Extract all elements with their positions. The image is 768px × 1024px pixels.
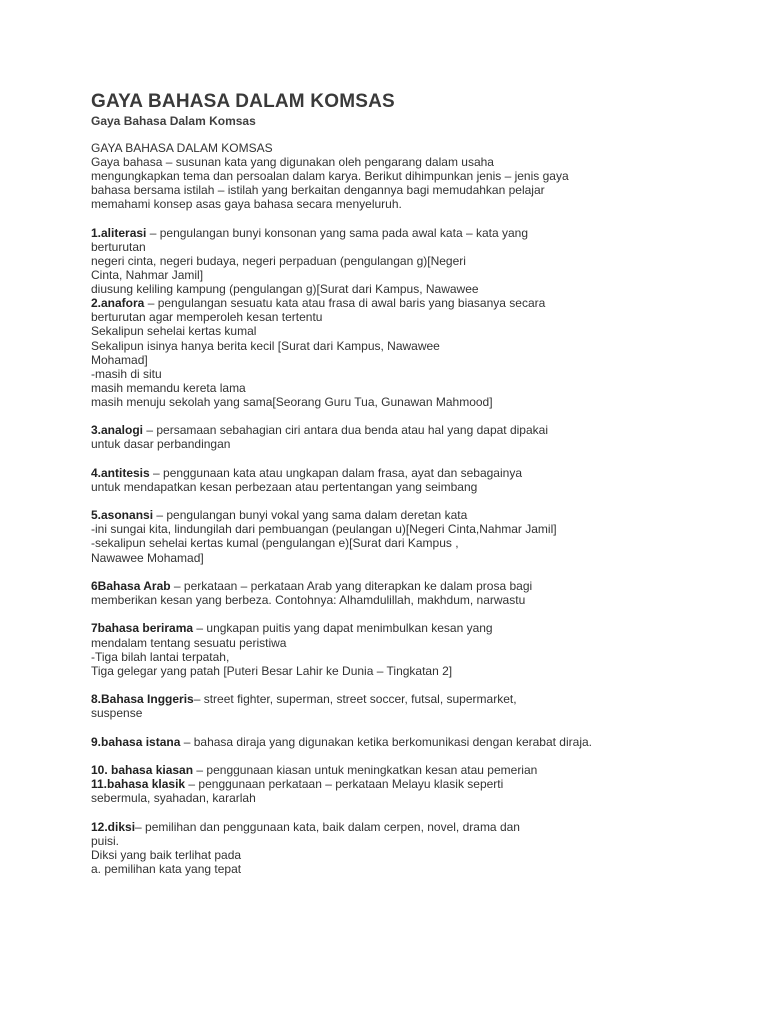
text-line <box>91 183 691 197</box>
text-run: -Tiga bilah lantai terpatah, <box>91 649 230 664</box>
document-subtitle: Gaya Bahasa Dalam Komsas <box>91 114 256 128</box>
text-run: berturutan agar memperoleh kesan tertentu <box>91 310 323 325</box>
text-line <box>91 141 691 155</box>
text-line <box>91 763 691 777</box>
term-label: 1.aliterasi <box>91 225 147 240</box>
text-line <box>91 339 691 353</box>
text-line <box>91 593 691 607</box>
paragraph-gap <box>91 211 691 225</box>
text-run: – bahasa diraja yang digunakan ketika berkomunikasi dengan kerabat diraja. <box>180 734 592 749</box>
text-line <box>91 466 691 480</box>
term-label: 2.anafora <box>91 296 145 311</box>
text-run: – pengulangan bunyi konsonan yang sama pada awal kata – kata yang <box>146 225 528 240</box>
text-line <box>91 862 691 876</box>
text-line <box>91 480 691 494</box>
term-label: 3.analogi <box>91 423 144 438</box>
text-line <box>91 254 691 268</box>
text-run: – street fighter, superman, street soccer, futsal, supermarket, <box>193 692 517 707</box>
text-run: Tiga gelegar yang patah [Puteri Besar Lahir ke Dunia – Tingkatan 2] <box>91 663 453 678</box>
text-run: bahasa bersama istilah – istilah yang berkaitan dengannya bagi memudahkan pelajar <box>91 183 545 198</box>
paragraph-gap <box>91 607 691 621</box>
text-line <box>91 282 691 296</box>
text-run: – penggunaan kata atau ungkapan dalam frasa, ayat dan sebagainya <box>149 465 522 480</box>
text-line <box>91 834 691 848</box>
text-run: sebermula, syahadan, kararlah <box>91 791 256 806</box>
text-line <box>91 536 691 550</box>
term-label: 10. bahasa kiasan <box>91 762 194 777</box>
text-line <box>91 423 691 437</box>
text-line <box>91 664 691 678</box>
text-run: Diksi yang baik terlihat pada <box>91 847 242 862</box>
text-run: memahami konsep asas gaya bahasa secara menyeluruh. <box>91 197 402 212</box>
text-run: Sekalipun isinya hanya berita kecil [Surat dari Kampus, Nawawee <box>91 338 440 353</box>
term-label: 5.asonansi <box>91 508 154 523</box>
paragraph-gap <box>91 678 691 692</box>
text-line <box>91 353 691 367</box>
text-line <box>91 551 691 565</box>
text-run: -masih di situ <box>91 366 162 381</box>
text-line <box>91 621 691 635</box>
text-line <box>91 522 691 536</box>
text-line <box>91 791 691 805</box>
text-line <box>91 155 691 169</box>
term-label: 12.diksi <box>91 819 136 834</box>
text-run: a. pemilihan kata yang tepat <box>91 861 242 876</box>
text-line <box>91 310 691 324</box>
text-run: Cinta, Nahmar Jamil] <box>91 268 204 283</box>
text-run: suspense <box>91 706 143 721</box>
text-run: masih memandu kereta lama <box>91 380 246 395</box>
text-run: GAYA BAHASA DALAM KOMSAS <box>91 141 273 155</box>
text-line <box>91 197 691 211</box>
text-line <box>91 240 691 254</box>
term-label: 4.antitesis <box>91 465 150 480</box>
text-line <box>91 268 691 282</box>
text-run: – pemilihan dan penggunaan kata, baik dalam cerpen, novel, drama dan <box>135 819 520 834</box>
text-line <box>91 706 691 720</box>
text-line <box>91 650 691 664</box>
text-run: Nawawee Mohamad] <box>91 550 204 565</box>
text-run: – penggunaan kiasan untuk meningkatkan kesan atau pemerian <box>193 762 538 777</box>
text-run: – persamaan sebahagian ciri antara dua benda atau hal yang dapat dipakai <box>143 423 548 438</box>
text-run: memberikan kesan yang berbeza. Contohnya: Alhamdulillah, makhdum, narwastu <box>91 593 526 608</box>
paragraph-gap <box>91 565 691 579</box>
text-run: untuk dasar perbandingan <box>91 437 231 452</box>
text-run: – pengulangan sesuatu kata atau frasa di awal baris yang biasanya secara <box>144 296 546 311</box>
text-line <box>91 324 691 338</box>
text-line <box>91 692 691 706</box>
term-label: 7bahasa berirama <box>91 621 194 636</box>
text-run: -ini sungai kita, lindungilah dari pembuangan (peulangan u)[Negeri Cinta,Nahmar Jamil] <box>91 522 557 537</box>
text-run: – pengulangan bunyi vokal yang sama dalam deretan kata <box>153 508 468 523</box>
paragraph-gap <box>91 451 691 465</box>
text-line <box>91 437 691 451</box>
paragraph-gap <box>91 409 691 423</box>
text-run: Gaya bahasa – susunan kata yang digunakan oleh pengarang dalam usaha <box>91 155 494 170</box>
text-line <box>91 367 691 381</box>
text-run: -sekalipun sehelai kertas kumal (pengulangan e)[Surat dari Kampus , <box>91 536 459 551</box>
text-run: diusung keliling kampung (pengulangan g)[Surat dari Kampus, Nawawee <box>91 282 479 297</box>
text-run: – ungkapan puitis yang dapat menimbulkan kesan yang <box>193 621 493 636</box>
text-line <box>91 735 691 749</box>
term-label: 8.Bahasa Inggeris <box>91 692 194 707</box>
text-line <box>91 848 691 862</box>
paragraph-gap <box>91 805 691 819</box>
text-line <box>91 395 691 409</box>
document-body <box>91 141 691 876</box>
text-run: Mohamad] <box>91 352 148 367</box>
paragraph-gap <box>91 749 691 763</box>
text-run: untuk mendapatkan kesan perbezaan atau pertentangan yang seimbang <box>91 479 478 494</box>
text-run: mengungkapkan tema dan persoalan dalam karya. Berikut dihimpunkan jenis – jenis gaya <box>91 169 569 184</box>
text-run: Sekalipun sehelai kertas kumal <box>91 324 257 339</box>
term-label: 11.bahasa klasik <box>91 777 186 792</box>
text-line <box>91 169 691 183</box>
text-line <box>91 579 691 593</box>
text-run: – perkataan – perkataan Arab yang diterapkan ke dalam prosa bagi <box>170 578 533 593</box>
text-run: masih menuju sekolah yang sama[Seorang Guru Tua, Gunawan Mahmood] <box>91 394 493 409</box>
text-line <box>91 508 691 522</box>
paragraph-gap <box>91 720 691 734</box>
text-line <box>91 381 691 395</box>
term-label: 9.bahasa istana <box>91 734 181 749</box>
text-run: puisi. <box>91 833 120 848</box>
paragraph-gap <box>91 494 691 508</box>
document-title: GAYA BAHASA DALAM KOMSAS <box>91 91 395 112</box>
text-line <box>91 296 691 310</box>
text-line <box>91 636 691 650</box>
text-line <box>91 820 691 834</box>
text-run: berturutan <box>91 239 146 254</box>
term-label: 6Bahasa Arab <box>91 578 171 593</box>
text-run: – penggunaan perkataan – perkataan Melayu klasik seperti <box>185 777 504 792</box>
text-line <box>91 226 691 240</box>
text-run: mendalam tentang sesuatu peristiwa <box>91 635 287 650</box>
text-run: negeri cinta, negeri budaya, negeri perpaduan (pengulangan g)[Negeri <box>91 253 466 268</box>
text-line <box>91 777 691 791</box>
